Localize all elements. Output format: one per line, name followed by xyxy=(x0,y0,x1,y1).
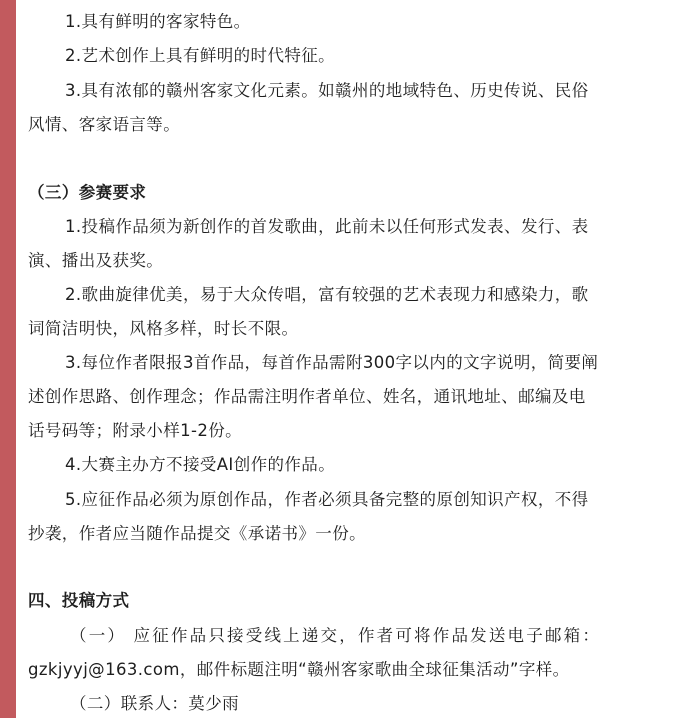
requirement-item-5-cont: 抄袭，作者应当随作品提交《承诺书》一份。 xyxy=(28,524,366,543)
section-heading-submission: 四、投稿方式 xyxy=(28,591,130,610)
requirement-item-4: 4.大赛主办方不接受AI创作的作品。 xyxy=(65,455,336,474)
submission-item-1: （一） 应征作品只接受线上递交，作者可将作品发送电子邮箱： xyxy=(70,626,602,645)
left-accent-bar xyxy=(0,0,16,718)
criteria-item-1: 1.具有鲜明的客家特色。 xyxy=(65,12,251,31)
requirement-item-2: 2.歌曲旋律优美，易于大众传唱，富有较强的艺术表现力和感染力，歌 xyxy=(65,285,589,304)
criteria-item-2: 2.艺术创作上具有鲜明的时代特征。 xyxy=(65,46,336,65)
section-heading-requirements: （三）参赛要求 xyxy=(28,183,147,202)
requirement-item-3-cont2: 话号码等；附录小样1-2份。 xyxy=(28,421,243,440)
requirement-item-3-cont: 述创作思路、创作理念；作品需注明作者单位、姓名，通讯地址、邮编及电 xyxy=(28,387,586,406)
requirement-item-1-cont: 演、播出及获奖。 xyxy=(28,251,164,270)
criteria-item-3-cont: 风情、客家语言等。 xyxy=(28,115,181,134)
criteria-item-3: 3.具有浓郁的赣州客家文化元素。如赣州的地域特色、历史传说、民俗 xyxy=(65,81,589,100)
requirement-item-1: 1.投稿作品须为新创作的首发歌曲，此前未以任何形式发表、发行、表 xyxy=(65,217,589,236)
requirement-item-3: 3.每位作者限报3首作品，每首作品需附300字以内的文字说明，简要阐 xyxy=(65,353,599,372)
submission-email-line: gzkjyyj@163.com，邮件标题注明“赣州客家歌曲全球征集活动”字样。 xyxy=(28,660,570,679)
submission-contact: （二）联系人：莫少雨 xyxy=(70,694,239,713)
requirement-item-5: 5.应征作品必须为原创作品，作者必须具备完整的原创知识产权，不得 xyxy=(65,490,589,509)
requirement-item-2-cont: 词简洁明快，风格多样，时长不限。 xyxy=(28,319,299,338)
